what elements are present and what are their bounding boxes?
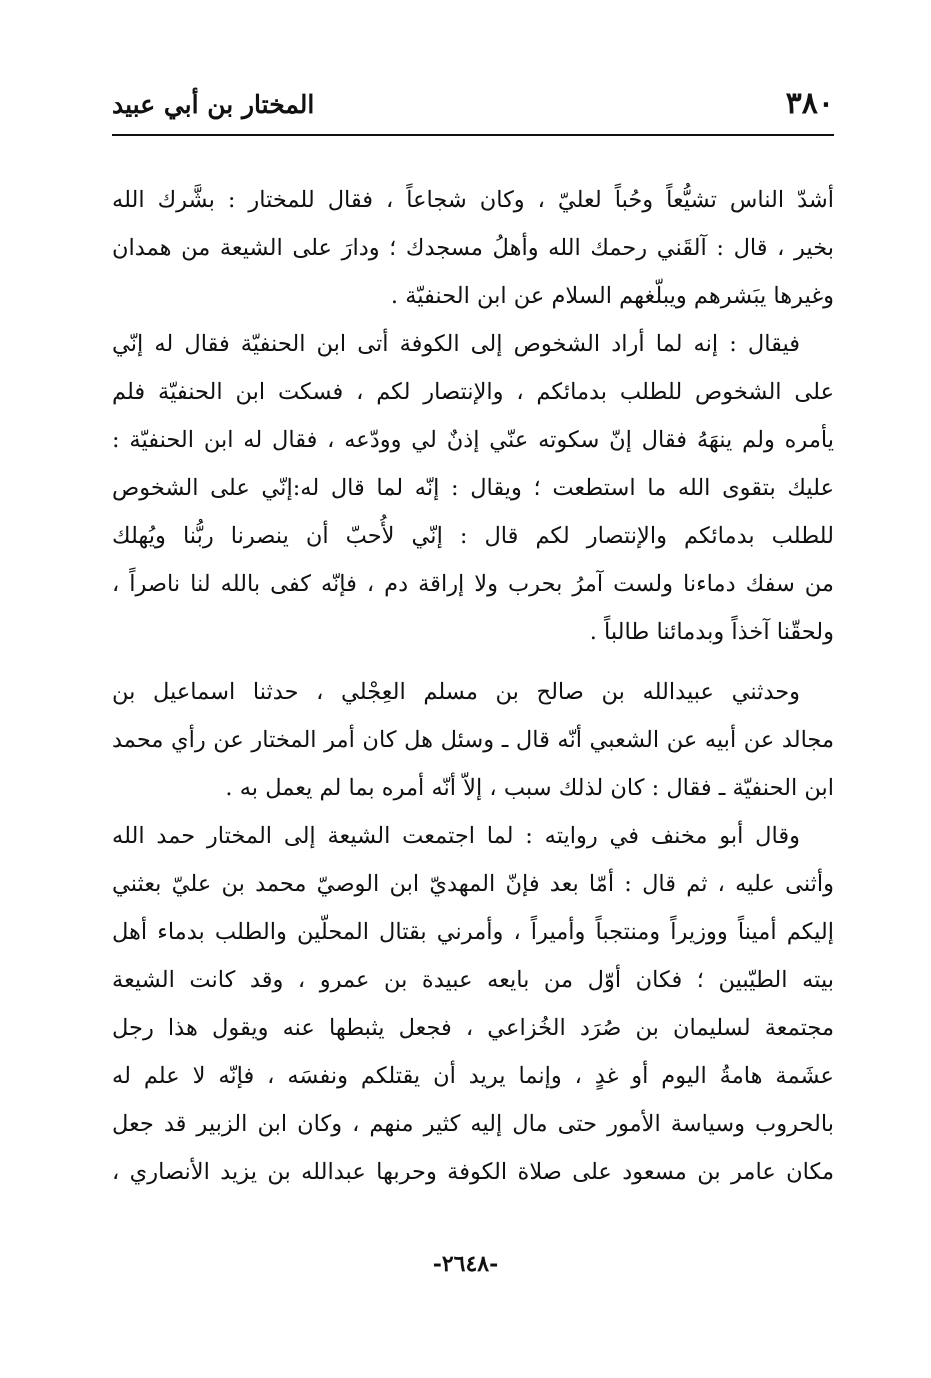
text-line: وأثنى عليه ، ثم قال : أمّا بعد فإنّ المهديّ ابن الوصيّ محمد بن عليّ بعثني (112, 871, 834, 897)
text-line: وغيرها يبَشرهم ويبلّغهم السلام عن ابن الحنفيّة . (390, 283, 834, 309)
text-line: ولحقّنا آخذاً وبدمائنا طالباً . (589, 619, 834, 645)
text-line: فيقال : إنه لما أراد الشخوص إلى الكوفة أتى ابن الحنفيّة فقال له إنّي (112, 331, 800, 357)
chapter-title: المختار بن أبي عبيد (112, 90, 315, 119)
text-line: على الشخوص للطلب بدمائكم ، والإنتصار لكم ، فسكت ابن الحنفيّة فلم (112, 379, 834, 405)
text-line: بخير ، قال : آلقَني رحمك الله وأهلُ مسجدك ؛ ودارَ على الشيعة من همدان (112, 235, 834, 261)
text-line: ابن الحنفيّة ـ فقال : كان لذلك سبب ، إلاّ أنّه أمره بما لم يعمل به . (225, 775, 834, 801)
header-divider (112, 134, 834, 136)
body-text (112, 176, 834, 1196)
text-line: يأمره ولم ينهَهُ فقال إنّ سكوته عنّي إذنٌ لي وودّعه ، فقال له ابن الحنفيّة : (112, 427, 834, 453)
paragraph-4 (112, 812, 834, 1196)
paragraph-1 (112, 176, 834, 320)
text-line: عشَمة هامةُ اليوم أو غدٍ ، وإنما يريد أن يقتلكم ونفسَه ، فإنّه لا علم له (112, 1063, 834, 1089)
paragraph-spacer (112, 656, 834, 668)
paragraph-2 (112, 320, 834, 656)
text-line: للطلب بدمائكم والإنتصار لكم قال : إنّي لأُحبّ أن ينصرنا ربُّنا ويُهلك (112, 523, 834, 549)
page-number: ٣٨٠ (785, 86, 834, 121)
text-line: إليكم أميناً ووزيراً ومنتجباً وأميراً ، وأمرني بقتال المحلّين والطلب بدماء أهل (112, 919, 834, 945)
text-line: مجتمعة لسليمان بن صُرَد الخُزاعي ، فجعل يثبطها عنه ويقول هذا رجل (112, 1015, 834, 1041)
text-line: وقال أبو مخنف في روايته : لما اجتمعت الشيعة إلى المختار حمد الله (112, 823, 800, 849)
text-line: بيته الطيّبين ؛ فكان أوّل من بايعه عبيدة بن عمرو ، وقد كانت الشيعة (112, 967, 834, 993)
text-line: من سفك دماءنا ولست آمرُ بحرب ولا إراقة دم ، فإنّه كفى بالله لنا ناصراً ، (112, 571, 834, 597)
text-line: بالحروب وسياسة الأمور حتى مال إليه كثير منهم ، وكان ابن الزبير قد جعل (112, 1111, 834, 1137)
paragraph-3 (112, 668, 834, 812)
text-line: أشدّ الناس تشيُّعاً وحُباً لعليّ ، وكان شجاعاً ، فقال للمختار : بشَّرك الله (112, 187, 834, 213)
text-line: وحدثني عبيدالله بن صالح بن مسلم العِجْلي ، حدثنا اسماعيل بن (112, 679, 800, 705)
text-line: مكان عامر بن مسعود على صلاة الكوفة وحربها عبدالله بن يزيد الأنصاري ، (112, 1159, 834, 1185)
text-line: مجالد عن أبيه عن الشعبي أنّه قال ـ وسئل هل كان أمر المختار عن رأي محمد (112, 727, 834, 753)
running-header (112, 82, 834, 128)
page-folio: -٢٦٤٨- (432, 1251, 499, 1277)
text-line: عليك بتقوى الله ما استطعت ؛ ويقال : إنّه لما قال له:إنّي على الشخوص (112, 475, 834, 501)
